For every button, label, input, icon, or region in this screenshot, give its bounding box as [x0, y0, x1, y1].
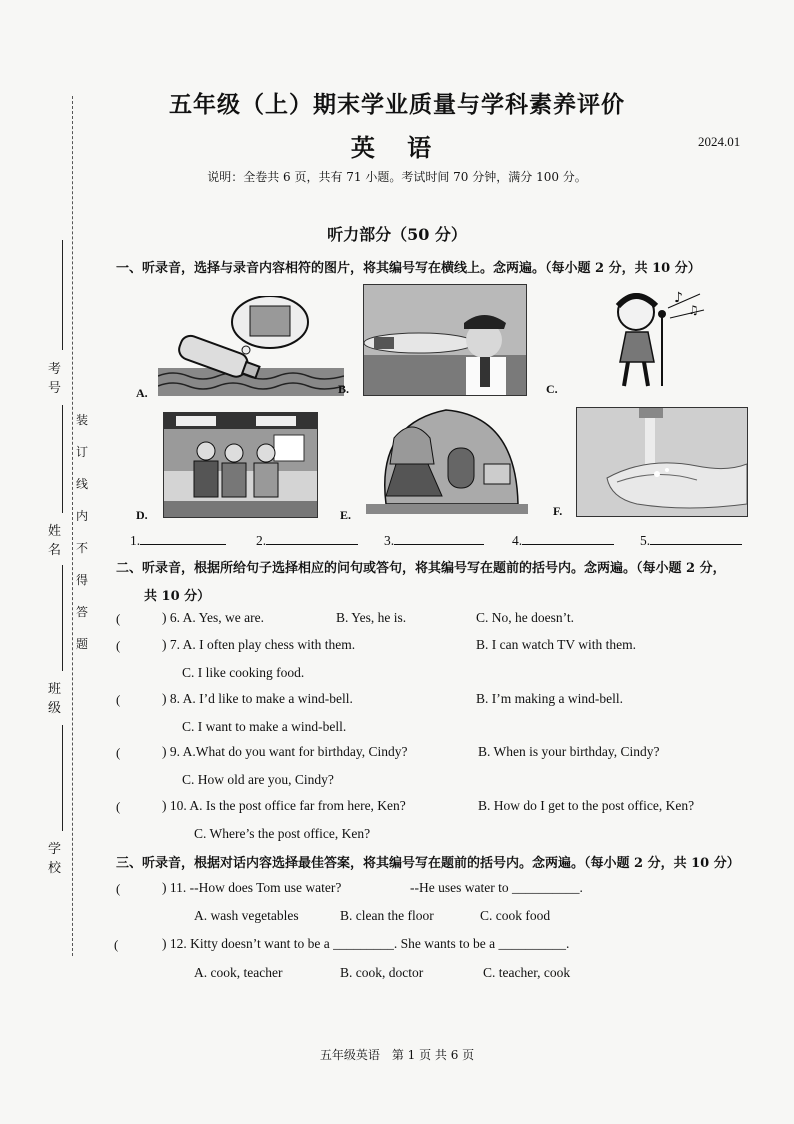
q12-option-a: A. cook, teacher [194, 965, 283, 980]
q11-option-c: C. cook food [480, 908, 551, 923]
exam-no-label: 考号 [48, 362, 64, 396]
q12-option-c: C. teacher, cook [483, 965, 571, 980]
q6-answer-paren[interactable]: ( [116, 611, 121, 626]
exam-no-line [62, 240, 63, 350]
picture-b [363, 284, 527, 396]
q12-question: ) 12. Kitty doesn’t want to be a _________. She wants to be a __________. [162, 936, 570, 951]
q10-option-c: C. Where’s the post office, Ken? [194, 826, 371, 841]
sec2-instruction-cont: 共 10 分） [144, 589, 211, 604]
name-label: 姓名 [48, 524, 64, 558]
answer-blank-5[interactable]: 5. [640, 532, 742, 549]
q8-option-a: ) 8. A. I’d like to make a wind-bell. [162, 691, 353, 706]
class-line [62, 565, 63, 671]
name-line [62, 405, 63, 513]
picture-c-label: C. [546, 382, 558, 396]
q9-option-b: B. When is your birthday, Cindy? [478, 744, 660, 759]
picture-e-label: E. [340, 508, 352, 522]
q9-answer-paren[interactable]: ( [116, 745, 121, 760]
q8-option-b: B. I’m making a wind-bell. [476, 691, 623, 706]
answer-blank-2[interactable]: 2. [256, 532, 358, 549]
picture-d [163, 412, 318, 518]
picture-f [576, 407, 748, 517]
q7-option-c: C. I like cooking food. [182, 665, 305, 680]
q7-option-a: ) 7. A. I often play chess with them. [162, 637, 356, 652]
picture-a [158, 296, 344, 396]
sec2-instruction: 二、听录音，根据所给句子选择相应的问句或答句，将其编号写在题前的括号内。念两遍。（每小题 2 分， [116, 561, 726, 576]
listening-part-title: 听力部分（50 分） [327, 225, 467, 244]
picture-d-label: D. [136, 508, 148, 522]
subject-title: 英 语 [350, 133, 444, 162]
q11-answer-line: --He uses water to __________. [410, 880, 583, 895]
answer-blank-4[interactable]: 4. [512, 532, 614, 549]
q6-option-a: ) 6. A. Yes, we are. [162, 610, 264, 625]
sec3-instruction: 三、听录音，根据对话内容选择最佳答案，将其编号写在题前的括号内。念两遍。（每小题 2 分，共 10 分） [116, 856, 740, 871]
q11-option-a: A. wash vegetables [194, 908, 299, 923]
q7-answer-paren[interactable]: ( [116, 638, 121, 653]
q8-option-c: C. I want to make a wind-bell. [182, 719, 347, 734]
picture-c [600, 286, 710, 394]
school-label: 学校 [48, 842, 64, 876]
q9-option-c: C. How old are you, Cindy? [182, 772, 334, 787]
exam-title: 五年级（上）期末学业质量与学科素养评价 [169, 91, 625, 118]
q7-option-b: B. I can watch TV with them. [476, 637, 636, 652]
q6-option-b: B. Yes, he is. [336, 610, 407, 625]
q8-answer-paren[interactable]: ( [116, 692, 121, 707]
svg-text:♪: ♪ [674, 290, 683, 306]
q10-option-a: ) 10. A. Is the post office far from here, Ken? [162, 798, 406, 813]
q10-option-b: B. How do I get to the post office, Ken? [478, 798, 695, 813]
q11-question: ) 11. --How does Tom use water? [162, 880, 342, 895]
q9-option-a: ) 9. A.What do you want for birthday, Cindy? [162, 744, 408, 759]
answer-blank-3[interactable]: 3. [384, 532, 484, 549]
exam-date: 2024.01 [698, 134, 741, 149]
svg-text:♫: ♫ [688, 303, 699, 317]
school-line [62, 725, 63, 831]
q12-answer-paren[interactable]: ( [114, 937, 119, 952]
class-label: 班级 [48, 682, 64, 716]
picture-b-label: B. [338, 382, 350, 396]
q6-option-c: C. No, he doesn’t. [476, 610, 574, 625]
picture-f-label: F. [553, 504, 563, 518]
q10-answer-paren[interactable]: ( [116, 799, 121, 814]
exam-note: 说明：全卷共 6 页，共有 71 小题。考试时间 70 分钟，满分 100 分。 [207, 170, 587, 184]
page-footer: 五年级英语 第 1 页 共 6 页 [319, 1048, 475, 1062]
picture-e [366, 404, 528, 514]
answer-blank-1[interactable]: 1. [130, 532, 226, 549]
picture-a-label: A. [136, 386, 148, 400]
sec1-instruction: 一、听录音，选择与录音内容相符的图片，将其编号写在横线上。念两遍。（每小题 2 分，共 10 分） [116, 261, 701, 276]
binding-warning: 装订线内不得答题 [76, 413, 89, 651]
q11-option-b: B. clean the floor [340, 908, 434, 923]
q12-option-b: B. cook, doctor [340, 965, 424, 980]
q11-answer-paren[interactable]: ( [116, 881, 121, 896]
